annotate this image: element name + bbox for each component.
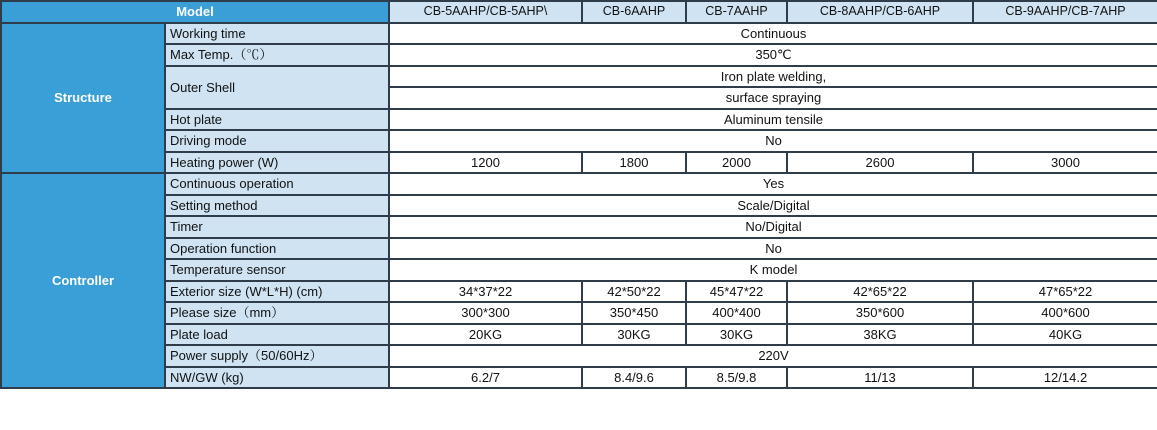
spec-value: 40KG <box>973 324 1157 346</box>
spec-label: Operation function <box>165 238 389 260</box>
table-row <box>1 23 1157 45</box>
model-column-header: CB-6AAHP <box>582 1 686 23</box>
model-column-header: CB-7AAHP <box>686 1 787 23</box>
spec-value: 11/13 <box>787 367 973 389</box>
spec-label: Working time <box>165 23 389 45</box>
spec-value: 42*65*22 <box>787 281 973 303</box>
table-row <box>1 345 1157 367</box>
table-row <box>1 173 1157 195</box>
spec-label: Driving mode <box>165 130 389 152</box>
group-label-controller: Controller <box>1 173 165 388</box>
spec-label: Please size（mm） <box>165 302 389 324</box>
spec-value: 34*37*22 <box>389 281 582 303</box>
spec-value: surface spraying <box>389 87 1157 109</box>
spec-value: 1200 <box>389 152 582 174</box>
spec-value: 47*65*22 <box>973 281 1157 303</box>
header-row <box>1 1 1157 23</box>
spec-label: Temperature sensor <box>165 259 389 281</box>
spec-label: Exterior size (W*L*H) (cm) <box>165 281 389 303</box>
group-label-structure: Structure <box>1 23 165 174</box>
table-row <box>1 216 1157 238</box>
spec-value: 12/14.2 <box>973 367 1157 389</box>
table-row <box>1 259 1157 281</box>
spec-value: 350*600 <box>787 302 973 324</box>
table-row <box>1 238 1157 260</box>
spec-value: 400*400 <box>686 302 787 324</box>
spec-value: 6.2/7 <box>389 367 582 389</box>
spec-value: 350*450 <box>582 302 686 324</box>
model-header: Model <box>1 1 389 23</box>
spec-value: 300*300 <box>389 302 582 324</box>
spec-label: Heating power (W) <box>165 152 389 174</box>
spec-value: 38KG <box>787 324 973 346</box>
spec-label: Power supply（50/60Hz） <box>165 345 389 367</box>
spec-value: Iron plate welding, <box>389 66 1157 88</box>
spec-value: Continuous <box>389 23 1157 45</box>
spec-value: 1800 <box>582 152 686 174</box>
spec-value: Aluminum tensile <box>389 109 1157 131</box>
model-column-header: CB-9AAHP/CB-7AHP <box>973 1 1157 23</box>
table-row <box>1 66 1157 88</box>
spec-label: Timer <box>165 216 389 238</box>
spec-value: No <box>389 238 1157 260</box>
table-row <box>1 281 1157 303</box>
spec-value: 2000 <box>686 152 787 174</box>
table-row <box>1 109 1157 131</box>
spec-value: 220V <box>389 345 1157 367</box>
spec-value: No <box>389 130 1157 152</box>
spec-value: Scale/Digital <box>389 195 1157 217</box>
spec-value: 30KG <box>582 324 686 346</box>
table-row <box>1 152 1157 174</box>
spec-value: 3000 <box>973 152 1157 174</box>
spec-label: Continuous operation <box>165 173 389 195</box>
spec-label: Max Temp.（℃） <box>165 44 389 66</box>
table-row <box>1 130 1157 152</box>
table-row <box>1 195 1157 217</box>
table-row <box>1 367 1157 389</box>
spec-value: 400*600 <box>973 302 1157 324</box>
spec-label: Plate load <box>165 324 389 346</box>
table-row <box>1 44 1157 66</box>
spec-value: 20KG <box>389 324 582 346</box>
spec-value: 8.5/9.8 <box>686 367 787 389</box>
spec-value: 42*50*22 <box>582 281 686 303</box>
spec-value: 8.4/9.6 <box>582 367 686 389</box>
spec-label: Hot plate <box>165 109 389 131</box>
spec-label: Setting method <box>165 195 389 217</box>
spec-label: Outer Shell <box>165 66 389 109</box>
spec-label: NW/GW (kg) <box>165 367 389 389</box>
spec-value: Yes <box>389 173 1157 195</box>
spec-value: No/Digital <box>389 216 1157 238</box>
model-column-header: CB-5AAHP/CB-5AHP\ <box>389 1 582 23</box>
spec-value: 2600 <box>787 152 973 174</box>
table-row <box>1 302 1157 324</box>
model-column-header: CB-8AAHP/CB-6AHP <box>787 1 973 23</box>
spec-value: 30KG <box>686 324 787 346</box>
spec-value: 350℃ <box>389 44 1157 66</box>
spec-value: 45*47*22 <box>686 281 787 303</box>
spec-value: K model <box>389 259 1157 281</box>
table-row <box>1 324 1157 346</box>
